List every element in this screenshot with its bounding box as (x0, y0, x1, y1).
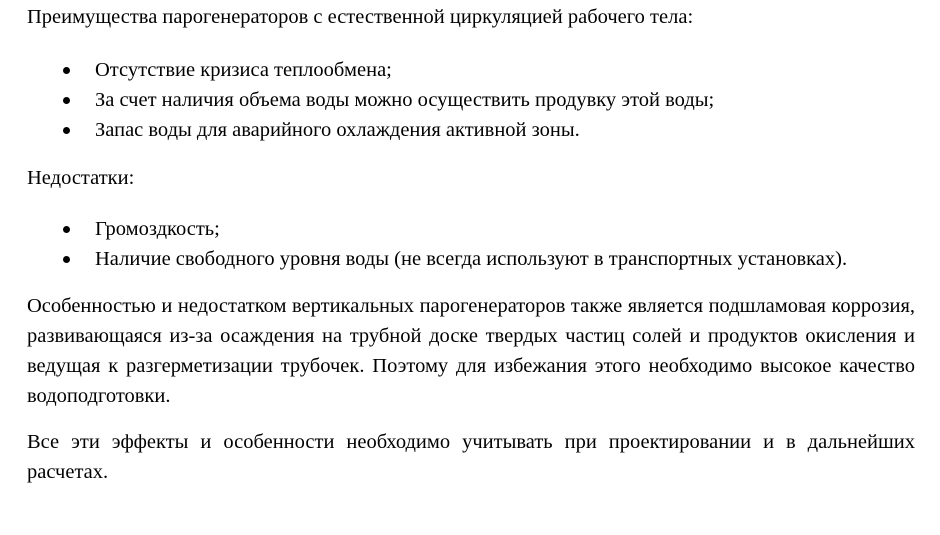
list-item-text: Наличие свободного уровня воды (не всегда используют в транспортных установках). (95, 248, 848, 270)
list-item-text: За счет наличия объема воды можно осуществить продувку этой воды; (95, 89, 715, 111)
bullet-icon (63, 256, 70, 263)
list-item-text: Отсутствие кризиса теплообмена; (95, 59, 392, 81)
list-item (27, 214, 915, 244)
feature-paragraph: Особенностью и недостатком вертикальных парогенераторов также является подшламовая коррозия, развивающаяся из-за осаждения на трубной доске твердых частиц солей и продуктов окисления и ведущая к разгерметизации трубочек. Поэтому для избежания этого необходимо высокое качество водоподготовки. (27, 295, 915, 407)
advantages-heading: Преимущества парогенераторов с естественной циркуляцией рабочего тела: (27, 6, 694, 28)
list-item (27, 115, 915, 145)
document-body (27, 0, 915, 487)
list-item (27, 55, 915, 85)
advantages-list (27, 55, 915, 145)
bullet-icon (63, 67, 70, 74)
disadvantages-heading: Недостатки: (27, 167, 135, 189)
disadvantages-list (27, 214, 915, 274)
bullet-icon (63, 127, 70, 134)
list-item (27, 244, 915, 274)
list-item-text: Громоздкость; (95, 218, 220, 240)
bullet-icon (63, 226, 70, 233)
list-item (27, 85, 915, 115)
list-item-text: Запас воды для аварийного охлаждения активной зоны. (95, 119, 580, 141)
final-paragraph: Все эти эффекты и особенности необходимо учитывать при проектировании и в дальнейших расчетах. (27, 431, 915, 483)
bullet-icon (63, 97, 70, 104)
